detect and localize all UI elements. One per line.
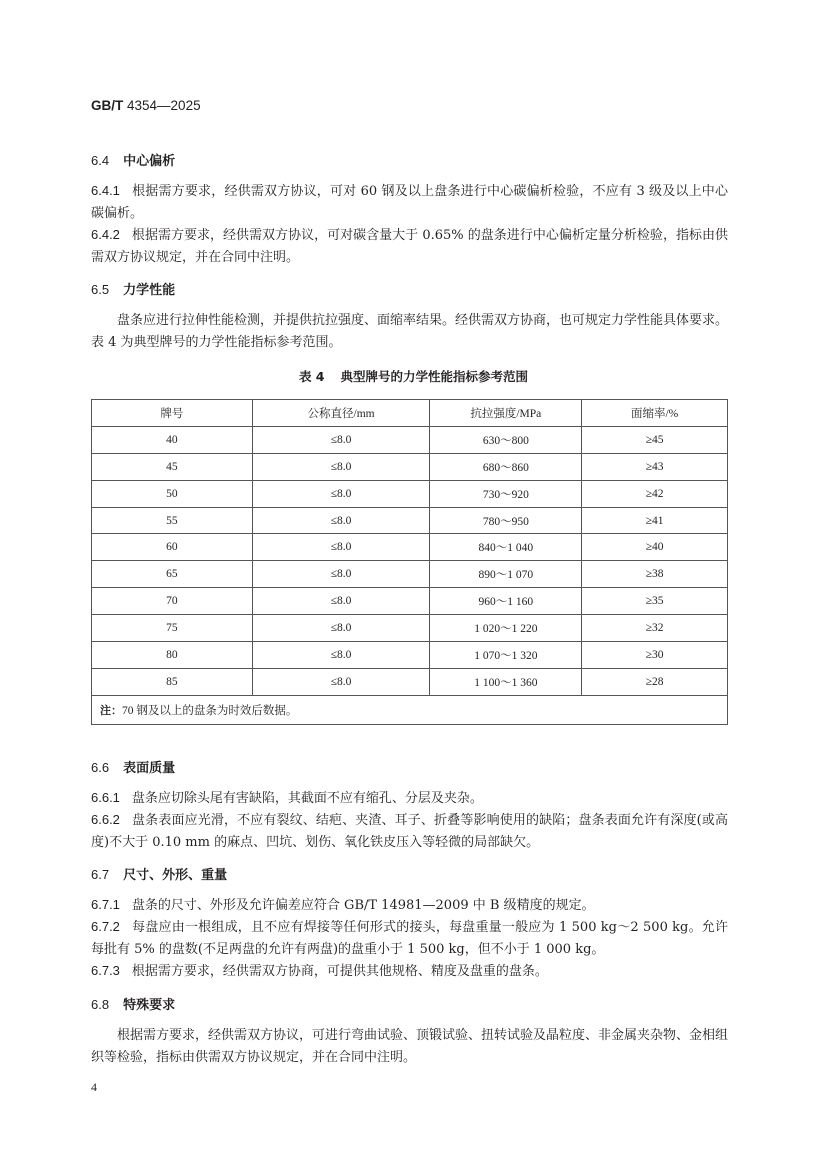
section-6-6-heading: 6.6 表面质量: [91, 760, 176, 776]
table-row: 60 ≤8.0 840～1 040 ≥40: [92, 534, 728, 561]
clause-6-4-1: 6.4.1 根据需方要求，经供需双方协议，可对 60 钢及以上盘条进行中心碳偏析检验，不应有 3 级及以上中心碳偏析。: [91, 183, 728, 221]
clause-6-6-2: 6.6.2 盘条表面应光滑，不应有裂纹、结疤、夹渣、耳子、折叠等影响使用的缺陷；盘条表面允许有深度(或高度)不大于 0.10 mm 的麻点、凹坑、划伤、氧化铁皮压入等轻微的局部缺欠。: [91, 812, 728, 850]
mechanical-properties-table: [91, 399, 728, 725]
table-row: 50 ≤8.0 730～920 ≥42: [92, 480, 728, 507]
section-6-8-heading: 6.8 特殊要求: [91, 997, 176, 1013]
section-6-5-body: 盘条应进行拉伸性能检测，并提供抗拉强度、面缩率结果。经供需双方协商，也可规定力学性能具体要求。表 4 为典型牌号的力学性能指标参考范围。: [91, 313, 729, 350]
header-tensile-strength: 抗拉强度/MPa: [430, 400, 582, 427]
clause-6-4-2: 6.4.2 根据需方要求，经供需双方协议，可对碳含量大于 0.65% 的盘条进行中心偏析定量分析检验，指标由供需双方协议规定，并在合同中注明。: [91, 227, 728, 265]
table-row: 70 ≤8.0 960～1 160 ≥35: [92, 588, 728, 615]
clause-6-7-1: 6.7.1 盘条的尺寸、外形及允许偏差应符合 GB/T 14981—2009 中 B 级精度的规定。: [91, 897, 595, 913]
table-row: 80 ≤8.0 1 070～1 320 ≥30: [92, 642, 728, 669]
table-row: 65 ≤8.0 890～1 070 ≥38: [92, 561, 728, 588]
clause-6-7-3: 6.7.3 根据需方要求，经供需双方协商，可提供其他规格、精度及盘重的盘条。: [91, 963, 548, 979]
table-header-row: [92, 400, 728, 427]
table-note: 注：70 钢及以上的盘条为时效后数据。: [92, 695, 728, 724]
table-row: 40 ≤8.0 630～800 ≥45: [92, 426, 728, 453]
header-reduction-of-area: 面缩率/%: [582, 400, 728, 427]
standard-header: [91, 98, 201, 113]
table-row: 85 ≤8.0 1 100～1 360 ≥28: [92, 668, 728, 695]
page-number: 4: [91, 1080, 97, 1094]
header-grade: 牌号: [92, 400, 253, 427]
table-note-row: [92, 695, 728, 724]
section-6-4-heading: 6.4 中心偏析: [91, 153, 176, 169]
table-row: 75 ≤8.0 1 020～1 220 ≥32: [92, 615, 728, 642]
table-4-caption: 表 4 典型牌号的力学性能指标参考范围: [298, 369, 529, 384]
table-row: 55 ≤8.0 780～950 ≥41: [92, 507, 728, 534]
section-6-5-heading: 6.5 力学性能: [91, 282, 176, 298]
section-6-7-heading: 6.7 尺寸、外形、重量: [91, 867, 228, 883]
table-row: 45 ≤8.0 680～860 ≥43: [92, 453, 728, 480]
section-6-8-body: 根据需方要求，经供需双方协议，可进行弯曲试验、顶锻试验、扭转试验及晶粒度、非金属夹杂物、金相组织等检验，指标由供需双方协议规定，并在合同中注明。: [91, 1028, 729, 1065]
clause-6-7-2: 6.7.2 每盘应由一根组成，且不应有焊接等任何形式的接头，每盘重量一般应为 1 500 kg～2 500 kg。允许每批有 5% 的盘数(不足两盘的允许有两盘)的盘重小于 1 500 kg，但不小于 1 000 kg。: [91, 919, 728, 957]
clause-6-6-1: 6.6.1 盘条应切除头尾有害缺陷，其截面不应有缩孔、分层及夹杂。: [91, 790, 483, 806]
standard-code: GB/T: [91, 98, 124, 113]
header-diameter: 公称直径/mm: [252, 400, 430, 427]
standard-number: 4354—2025: [127, 98, 201, 113]
